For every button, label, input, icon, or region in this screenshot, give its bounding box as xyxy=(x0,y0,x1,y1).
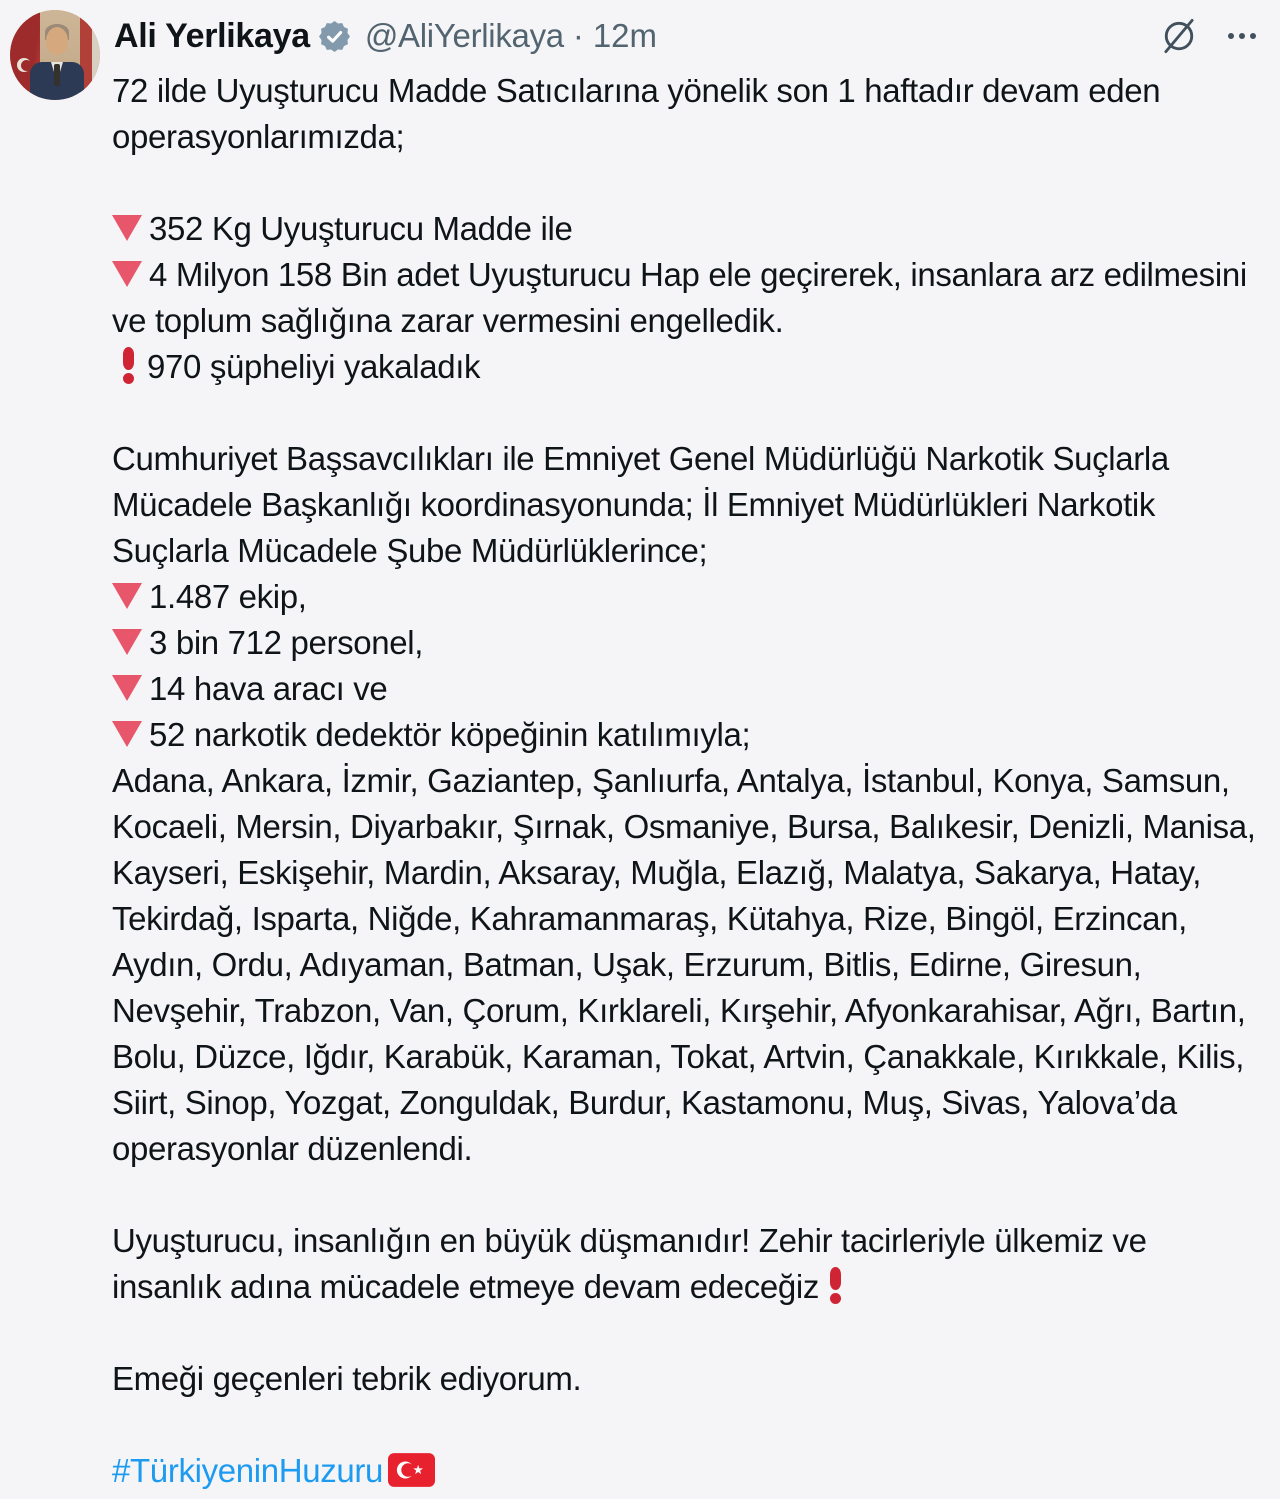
tweet-text-line xyxy=(112,1448,1262,1494)
blank-line xyxy=(112,1402,1262,1448)
header-separator: · xyxy=(572,17,584,54)
tweet-text-line xyxy=(112,68,1262,160)
tweet-text-line xyxy=(112,666,1262,712)
tweet-text-line xyxy=(112,1218,1262,1310)
red-triangle-down-emoji xyxy=(112,721,142,747)
tweet-text: 970 şüpheliyi yakaladık xyxy=(147,348,481,385)
tweet-text: Adana, Ankara, İzmir, Gaziantep, Şanlıurfa, Antalya, İstanbul, Konya, Samsun, Kocaeli, Mersin, Diyarbakır, Şırnak, Osmaniye, Bursa, Balıkesir, Denizli, Manisa, Kayseri, Eskişehir, Mardin, Aksaray, Muğla, Elazığ, Malatya, Sakarya, Hatay, Tekirdağ, Isparta, Niğde, Kahramanmaraş, Kütahya, Rize, Bingöl, Erzincan, Aydın, Ordu, Adıyaman, Batman, Uşak, Erzurum, Bitlis, Edirne, Giresun, Nevşehir, Trabzon, Van, Çorum, Kırklareli, Kırşehir, Afyonkarahisar, Ağrı, Bartın, Bolu, Düzce, Iğdır, Karabük, Karaman, Tokat, Artvin, Çanakkale, Kırıkkale, Kilis, Siirt, Sinop, Yozgat, Zonguldak, Burdur, Kastamonu, Muş, Sivas, Yalova’da operasyonlar düzenlendi. xyxy=(112,762,1265,1167)
verified-badge-icon[interactable] xyxy=(319,21,350,52)
tweet-text-line xyxy=(112,252,1262,344)
red-triangle-down-emoji xyxy=(112,583,142,609)
turkey-flag-emoji xyxy=(388,1453,435,1487)
avatar-drape-white xyxy=(92,10,100,100)
blank-line xyxy=(112,390,1262,436)
tweet-text: 352 Kg Uyuşturucu Madde ile xyxy=(149,210,573,247)
tweet-text-line xyxy=(112,206,1262,252)
tweet-content xyxy=(104,0,1280,1494)
tweet-header xyxy=(104,0,1280,58)
tweet-text-line xyxy=(112,620,1262,666)
red-exclamation-emoji xyxy=(123,347,134,385)
timestamp[interactable]: 12m xyxy=(592,17,658,54)
user-handle[interactable]: @AliYerlikaya xyxy=(364,17,564,54)
red-triangle-down-emoji xyxy=(112,261,142,287)
avatar-face xyxy=(46,27,68,55)
blank-line xyxy=(112,1310,1262,1356)
tweet-text-line xyxy=(112,1356,1262,1402)
red-exclamation-emoji xyxy=(830,1267,841,1305)
tweet-text: 1.487 ekip, xyxy=(149,578,307,615)
tweet-text: 3 bin 712 personel, xyxy=(149,624,424,661)
more-options-icon[interactable] xyxy=(1220,15,1264,57)
more-dot xyxy=(1239,33,1245,39)
avatar-tie xyxy=(54,64,60,86)
tweet-text: 14 hava aracı ve xyxy=(149,670,388,707)
tweet-text: Uyuşturucu, insanlığın en büyük düşmanıdır! Zehir tacirleriyle ülkemiz ve insanlık adına mücadele etmeye devam edeceğiz xyxy=(112,1222,1156,1305)
tweet-text: Cumhuriyet Başsavcılıkları ile Emniyet Genel Müdürlüğü Narkotik Suçlarla Mücadele Başkanlığı koordinasyonunda; İl Emniyet Müdürlükleri Narkotik Suçlarla Mücadele Şube Müdürlüklerince; xyxy=(112,440,1178,569)
red-triangle-down-emoji xyxy=(112,215,142,241)
tweet-text-line xyxy=(112,574,1262,620)
tweet-text: 52 narkotik dedektör köpeğinin katılımıyla; xyxy=(149,716,751,753)
blank-line xyxy=(112,160,1262,206)
hashtag-link[interactable]: #TürkiyeninHuzuru xyxy=(112,1452,384,1489)
tweet-text-line xyxy=(112,436,1262,574)
red-triangle-down-emoji xyxy=(112,675,142,701)
tweet-text-line xyxy=(112,758,1265,1172)
tweet-text: Emeği geçenleri tebrik ediyorum. xyxy=(112,1360,582,1397)
grok-icon[interactable] xyxy=(1158,15,1200,57)
tweet-text: 4 Milyon 158 Bin adet Uyuşturucu Hap ele geçirerek, insanlara arz edilmesini ve toplum sağlığına zarar vermesini engelledik. xyxy=(112,256,1256,339)
more-dot xyxy=(1228,33,1234,39)
tweet-text-line xyxy=(112,344,1262,390)
tweet-body xyxy=(104,58,1280,1494)
tweet-text-line xyxy=(112,712,1262,758)
red-triangle-down-emoji xyxy=(112,629,142,655)
more-dot xyxy=(1250,33,1256,39)
tweet-text: 72 ilde Uyuşturucu Madde Satıcılarına yönelik son 1 haftadır devam eden operasyonlarımızda; xyxy=(112,72,1170,155)
display-name[interactable]: Ali Yerlikaya xyxy=(114,16,310,55)
blank-line xyxy=(112,1172,1262,1218)
avatar[interactable] xyxy=(10,10,100,100)
